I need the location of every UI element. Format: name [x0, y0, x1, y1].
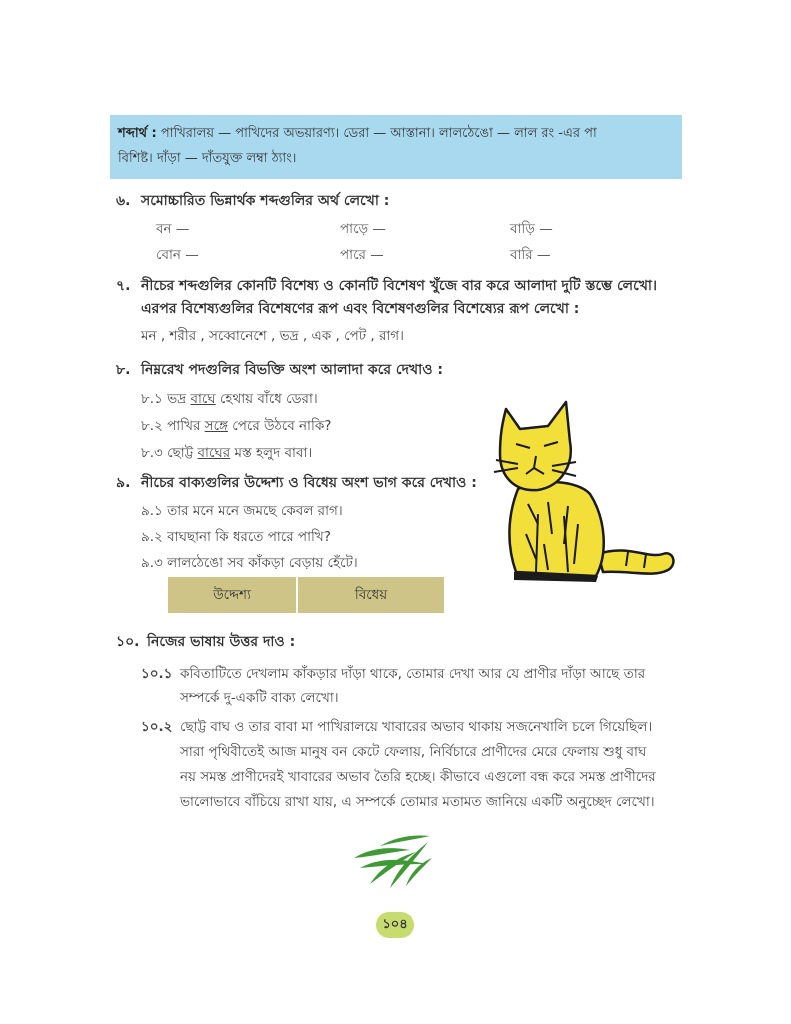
q8-item: ৮.৩ ছোট্ট বাঘের মস্ত হলুদ বাবা। [141, 445, 313, 461]
q7-words: মন , শরীর , সব্বোনেশে , ভদ্র , এক , পেট , রাগ। [141, 328, 404, 344]
glossary-label: শব্দার্থ : [118, 126, 157, 141]
q6-number: ৬. [116, 193, 131, 209]
q8-number: ৮. [116, 362, 131, 378]
table-header-subject: উদ্দেশ্য [168, 577, 298, 613]
q7-number: ৭. [116, 278, 131, 294]
q10-sub-line: ভালোভাবে বাঁচিয়ে রাখা যায়, এ সম্পর্কে তোমার মতামত জানিয়ে একটি অনুচ্ছেদ লেখো। [180, 794, 655, 810]
q10-number: ১০. [116, 634, 140, 650]
q10-sub-number: ১০.১ [141, 666, 173, 682]
q9-item: ৯.৩ লালঠেঙো সব কাঁকড়া বেড়ায় হেঁটে। [141, 555, 358, 571]
q6-word: বন — [156, 221, 190, 237]
q10-sub-line: সম্পর্কে দু-একটি বাক্য লেখো। [180, 690, 339, 706]
tiger-illustration [478, 394, 688, 588]
page-number: ১০৪ [376, 912, 414, 938]
q10-sub-line: কবিতাটিতে দেখলাম কাঁকড়ার দাঁড়া থাকে, তোমার দেখা আর যে প্রাণীর দাঁড়া আছে তার [180, 666, 646, 682]
q6-word: বাড়ি — [510, 221, 553, 237]
q9-item: ৯.২ বাঘছানা কি ধরতে পারে পাখি? [141, 529, 331, 545]
q6-word: বারি — [510, 247, 551, 263]
q8-item: ৮.২ পাখির সঙ্গে পেরে উঠবে নাকি? [141, 418, 332, 434]
q8-item: ৮.১ ভদ্র বাঘে হেথায় বাঁধে ডেরা। [141, 391, 318, 407]
underlined-word: সঙ্গে [204, 418, 228, 434]
q6-word: পারে — [340, 247, 384, 263]
q10-sub-line: ছোট্ট বাঘ ও তার বাবা মা পাখিরালয়ে খাবারের অভাব থাকায় সজনেখালি চলে গিয়েছিল। [180, 719, 653, 735]
q9-number: ৯. [116, 475, 131, 491]
underlined-word: বাঘের [197, 445, 231, 461]
q10-text: নিজের ভাষায় উত্তর দাও : [147, 634, 296, 650]
glossary-line-1: শব্দার্থ : পাখিরালয় — পাখিদের অভয়ারণ্য। ডেরা — আস্তানা। লালঠেঙো — লাল রং -এর পা [118, 126, 597, 141]
q9-text: নীচের বাক্যগুলির উদ্দেশ্য ও বিধেয় অংশ ভাগ করে দেখাও : [141, 475, 477, 491]
q10-sub-line: সারা পৃথিবীতেই আজ মানুষ বন কেটে ফেলায়, নির্বিচারে প্রাণীদের মেরে ফেলায় শুধু বাঘ [180, 744, 647, 760]
q7-line-2: এরপর বিশেষ্যগুলির বিশেষণের রূপ এবং বিশেষণগুলির বিশেষ্যের রূপ লেখো : [141, 301, 580, 317]
q8-text: নিম্নরেখ পদগুলির বিভক্তি অংশ আলাদা করে দেখাও : [141, 362, 443, 378]
q10-sub-number: ১০.২ [141, 719, 173, 735]
glossary-box [110, 115, 682, 179]
q6-text: সমোচ্চারিত ভিন্নার্থক শব্দগুলির অর্থ লেখো : [141, 193, 390, 209]
q10-sub-line: নয় সমস্ত প্রাণীদেরই খাবারের অভাব তৈরি হচ্ছে। কীভাবে এগুলো বন্ধ করে সমস্ত প্রাণীদের [180, 769, 656, 785]
subject-predicate-table [168, 577, 444, 613]
q9-item: ৯.১ তার মনে মনে জমছে কেবল রাগ। [141, 503, 343, 519]
q7-line-1: নীচের শব্দগুলির কোনটি বিশেষ্য ও কোনটি বিশেষণ খুঁজে বার করে আলাদা দুটি স্তম্ভে লেখো। [141, 278, 658, 294]
grass-decoration-icon [350, 828, 434, 892]
q6-word: বোন — [156, 247, 199, 263]
table-header-predicate: বিধেয় [298, 577, 444, 613]
glossary-line-2: বিশিষ্ট। দাঁড়া — দাঁতযুক্ত লম্বা ঠ্যাং। [118, 151, 297, 166]
q6-word: পাড়ে — [340, 221, 386, 237]
underlined-word: বাঘে [190, 391, 216, 407]
